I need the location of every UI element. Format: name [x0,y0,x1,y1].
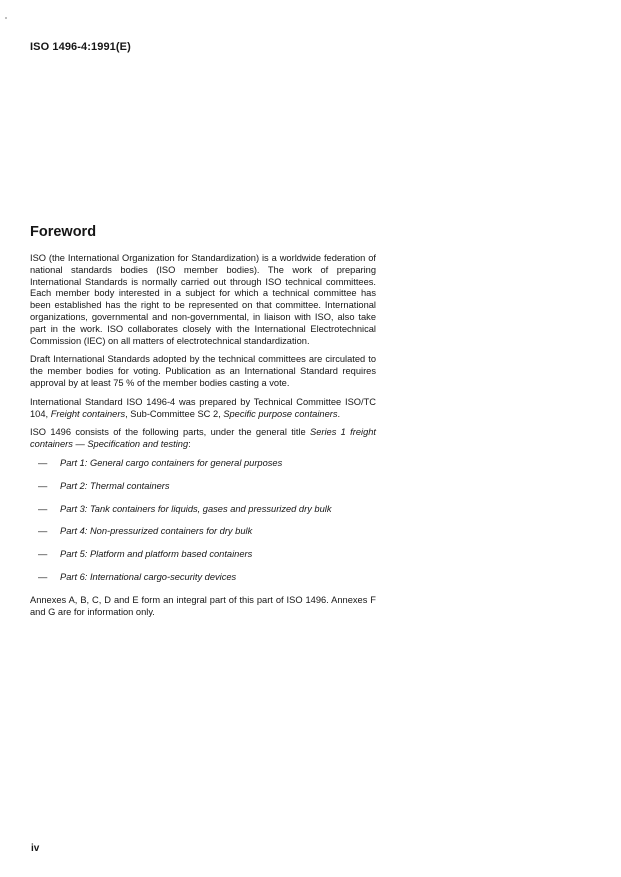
list-item: — Part 6: International cargo-security devices [38,571,237,582]
foreword-body [30,253,376,625]
paragraph-annexes: Annexes A, B, C, D and E form an integral part of this part of ISO 1496. Annexes F and G are for information only. [30,594,376,617]
document-identifier: ISO 1496-4:1991(E) [30,41,131,53]
list-item: — Part 2: Thermal containers [38,480,170,491]
list-item: — Part 1: General cargo containers for general purposes [38,457,283,468]
page-number: iv [31,843,40,854]
paragraph-parts-intro: ISO 1496 consists of the following parts, under the general title Series 1 freight containers — Specification and testing: [30,427,377,450]
paragraph-iso-intro: ISO (the International Organization for Standardization) is a worldwide federation of national standards bodies (ISO member bodies). The work of preparing International Standards is normally carried out through ISO technical committees. Each member body interested in a subject for which a technical committee has been established has the right to be represented on that committee. International organizations, governmental and non-governmental, in liaison with ISO, also take part in the work. ISO collaborates closely with the International Electrotechnical Commission (IEC) on all matters of electrotechnical standardization. [30,253,376,346]
paragraph-draft-standards: Draft International Standards adopted by the technical committees are circulated to the member bodies for voting. Publication as an International Standard requires approval by at least 75 % of the member bodies casting a vote. [30,354,376,388]
parts-list [30,458,376,584]
list-item: — Part 5: Platform and platform based containers [38,549,253,560]
foreword-heading: Foreword [30,224,97,240]
list-item: — Part 4: Non-pressurized containers for dry bulk [38,526,253,537]
scan-speck [5,17,7,19]
list-item: — Part 3: Tank containers for liquids, gases and pressurized dry bulk [38,503,332,514]
paragraph-prepared-by: International Standard ISO 1496-4 was prepared by Technical Committee ISO/TC 104, Freight containers, Sub-Committee SC 2, Specific purpose containers. [30,396,376,419]
